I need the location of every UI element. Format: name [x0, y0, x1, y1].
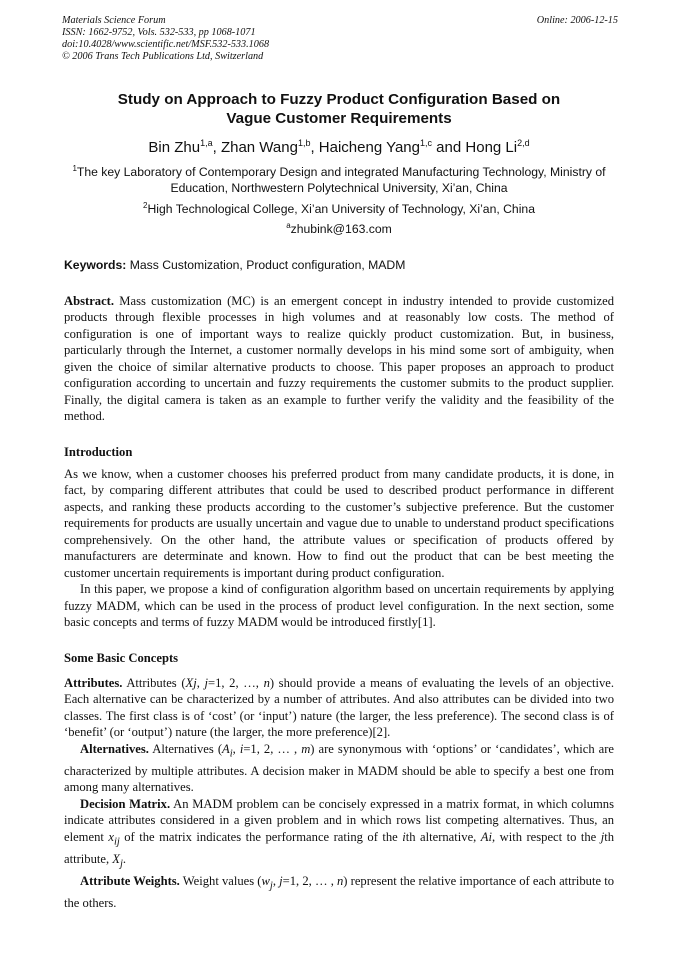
- abstract: [64, 293, 614, 425]
- alternatives-label: Alternatives.: [80, 741, 149, 756]
- decision-matrix-label: Decision Matrix.: [80, 796, 171, 811]
- online-date: Online: 2006-12-15: [536, 15, 618, 26]
- author-separator: ,: [212, 139, 221, 156]
- math-var: j: [279, 873, 283, 888]
- math-var: A: [222, 741, 230, 756]
- author-name: Zhan Wang: [220, 139, 298, 156]
- abstract-label: Abstract.: [64, 294, 115, 308]
- attribute-weights-label: Attribute Weights.: [80, 873, 180, 888]
- journal-header: [62, 15, 618, 63]
- author-affiliation-mark: 1,a: [200, 138, 213, 148]
- title-line-2: Vague Customer Requirements: [226, 110, 452, 127]
- math-var: i: [239, 741, 244, 756]
- text-run: , with respect to the: [491, 829, 601, 844]
- attributes-paragraph: [64, 675, 614, 741]
- affiliation-1-line-1: [62, 164, 616, 180]
- math-var: Ai: [480, 829, 492, 844]
- text-run: .: [122, 851, 127, 866]
- math-subscript: i: [229, 748, 233, 760]
- text-run: Attributes (: [122, 676, 186, 690]
- affiliation-text: The key Laboratory of Contemporary Design and integrated Manufacturing Technology, Ministry of: [76, 165, 606, 179]
- keywords-text: Mass Customization, Product configuration, MADM: [126, 258, 406, 272]
- alternatives-paragraph: [64, 741, 614, 796]
- affiliation-mark: 1: [72, 164, 77, 173]
- affiliation-1-line-2: Education, Northwestern Polytechnical University, Xi’an, China: [170, 181, 508, 195]
- decision-matrix-paragraph: [64, 796, 614, 873]
- attribute-weights-paragraph: [64, 873, 614, 911]
- abstract-text: Mass customization (MC) is an emergent concept in industry intended to provide customized products through flexible processes in high volumes and at reasonably low costs. The method of configuration is one of important ways to realize quickly product customization. But, in business, particularly through the Internet, a customer normally develops in his mind some sort of ambiguity, when given the choice of similar alternative products to choose. This paper proposes an approach to product configuration according to uncertain and fuzzy requirements the customer submits to the product supplier. Finally, the digital camera is taken as an example to further verify the validity and the feasibility of the method.: [64, 294, 614, 424]
- text-run: of the matrix indicates the performance rating of the: [119, 829, 403, 844]
- affiliation-2: [62, 201, 616, 217]
- text-run: th attribute,: [64, 829, 615, 866]
- introduction-heading: Introduction: [64, 445, 133, 459]
- text-run: th alternative,: [405, 829, 481, 844]
- text-run: Weight values (: [179, 873, 262, 888]
- math-var: j: [600, 829, 605, 844]
- attributes-label: Attributes.: [64, 676, 123, 690]
- author-affiliation-mark: 1,b: [297, 138, 311, 148]
- text-run: Alternatives (: [148, 741, 223, 756]
- basic-concepts-heading: Some Basic Concepts: [64, 651, 179, 665]
- math-var: Xj: [185, 676, 197, 690]
- title-line-1: Study on Approach to Fuzzy Product Configuration Based on: [117, 91, 561, 108]
- math-var: X: [112, 851, 120, 866]
- text-run: ,: [196, 676, 205, 690]
- author-separator: and: [432, 139, 466, 156]
- keywords-label: Keywords:: [64, 258, 127, 272]
- author-affiliation-mark: 2,d: [517, 138, 530, 148]
- math-var: n: [337, 873, 344, 888]
- text-run: An MADM problem can be concisely expressed in a matrix format, in which columns indicate attributes considered in a given problem and in which rows list competing alternatives. Thus, an element: [64, 796, 614, 844]
- text-run: ,: [232, 741, 240, 756]
- math-var: w: [261, 873, 270, 888]
- math-var: m: [301, 741, 311, 756]
- email-mark: a: [286, 221, 291, 230]
- text-run: =1, 2, … ,: [243, 741, 302, 756]
- copyright-line: © 2006 Trans Tech Publications Ltd, Switzerland: [62, 51, 264, 62]
- author-separator: ,: [310, 139, 319, 156]
- author-list: [62, 138, 616, 158]
- text-run: =1, 2, … ,: [282, 873, 337, 888]
- doi-line: doi:10.4028/www.scientific.net/MSF.532-533.1068: [62, 39, 270, 50]
- author-name: Hong Li: [465, 139, 518, 156]
- math-var: j: [204, 676, 208, 690]
- math-var: x: [108, 829, 114, 844]
- text-run: ,: [272, 873, 280, 888]
- issn-line: ISSN: 1662-9752, Vols. 532-533, pp 1068-1071: [62, 27, 256, 38]
- affiliation-mark: 2: [143, 201, 148, 210]
- introduction-body: [64, 466, 614, 631]
- math-subscript: ij: [113, 836, 120, 848]
- journal-name: Materials Science Forum: [62, 15, 166, 26]
- math-subscript: j: [119, 858, 123, 870]
- keywords: [64, 258, 616, 273]
- text-run: ) represent the relative importance of each attribute to the others.: [64, 873, 614, 910]
- affiliation-text: High Technological College, Xi’an University of Technology, Xi’an, China: [147, 202, 535, 216]
- math-var: i: [402, 829, 406, 844]
- paper-title: [62, 90, 616, 128]
- affiliation-1: [62, 164, 616, 196]
- text-run: ) should provide a means of evaluating the levels of an objective. Each alternative can be characterized by a number of attributes. And also attributes can be divided into two classes. The first class is of ‘cost’ (or ‘input’) nature (the larger, the less preference). The second class is of ‘benefit’ (or ‘output’) nature (the larger, the more preference)[2].: [64, 676, 614, 740]
- email-address: zhubink@163.com: [290, 222, 392, 236]
- introduction-paragraph-2: In this paper, we propose a kind of configuration algorithm based on uncertain requirements by applying fuzzy MADM, which can be used in the process of product level configuration. In the next section, some basic concepts and terms of fuzzy MADM would be introduced firstly[1].: [64, 582, 614, 630]
- text-run: =1, 2, …,: [207, 676, 264, 690]
- author-email: [62, 221, 616, 237]
- author-name: Bin Zhu: [148, 139, 201, 156]
- author-name: Haicheng Yang: [318, 139, 420, 156]
- basic-concepts-body: [64, 675, 614, 911]
- math-subscript: j: [269, 880, 273, 892]
- math-var: n: [263, 676, 270, 690]
- text-run: ) are synonymous with ‘options’ or ‘candidates’, which are characterized by multiple attributes. A decision maker in MADM should be able to specify a best one from among many alternatives.: [64, 741, 615, 795]
- author-affiliation-mark: 1,c: [420, 138, 433, 148]
- introduction-paragraph-1: As we know, when a customer chooses his preferred product from many candidate products, it is done, in fact, by comparing different attributes that could be used to described product performance in different aspects, and ranking these products according to the customer’s subjective preference. But the customer requirements for products are usually uncertain and vague due to unable to understand product specifications comprehensively. On the other hand, the attribute values or specification of products offered by manufacturers are determinate and known. How to find out the product that can be best meeting the customer uncertain requirements is important during product configuration.: [64, 467, 614, 580]
